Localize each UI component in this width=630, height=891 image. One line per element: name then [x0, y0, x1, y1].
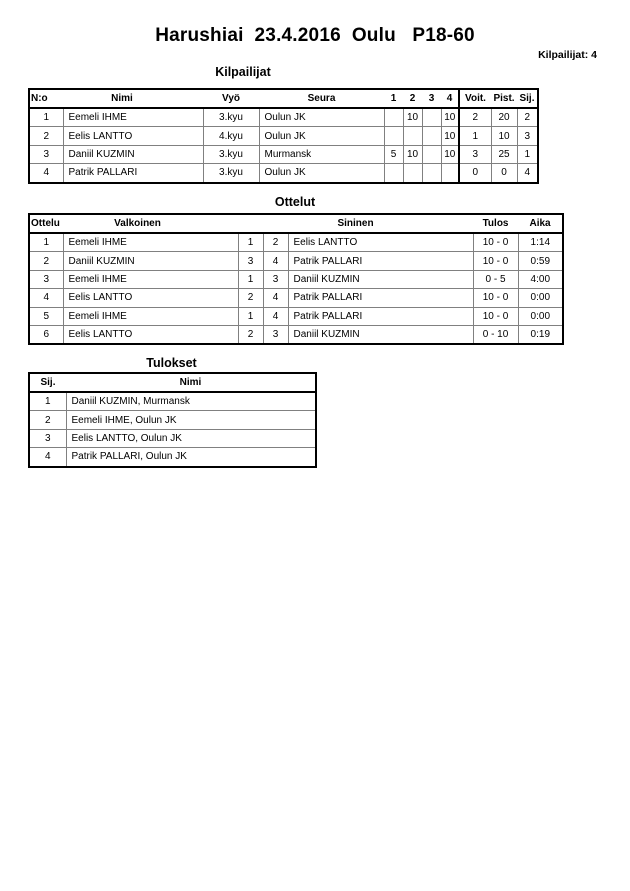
col-header-place: Sij. — [517, 89, 538, 108]
page-title: Harushiai 23.4.2016 Oulu P18-60 — [155, 25, 475, 46]
cell-round-4: 10 — [441, 127, 459, 145]
cell-round-1 — [384, 164, 403, 183]
cell-blue-name: Daniil KUZMIN — [288, 325, 473, 344]
result-row — [29, 429, 316, 447]
cell-wins: 3 — [459, 145, 491, 163]
cell-blue-no: 3 — [263, 270, 288, 288]
cell-club: Oulun JK — [259, 108, 384, 127]
cell-match-no: 2 — [29, 252, 63, 270]
cell-white-name: Eemeli IHME — [63, 233, 238, 252]
cell-round-2 — [403, 164, 422, 183]
cell-wins: 2 — [459, 108, 491, 127]
cell-points: 25 — [491, 145, 517, 163]
cell-blue-no: 2 — [263, 233, 288, 252]
col-header-belt: Vyö — [203, 89, 259, 108]
cell-round-1 — [384, 127, 403, 145]
cell-result: 0 - 5 — [473, 270, 518, 288]
cell-round-3 — [422, 108, 441, 127]
matches-header-row — [29, 214, 563, 233]
competitors-heading: Kilpailijat — [215, 65, 271, 79]
result-row — [29, 448, 316, 467]
cell-result: 0 - 10 — [473, 325, 518, 344]
col-header-match: Ottelu — [29, 214, 63, 233]
col-header-place: Sij. — [29, 373, 66, 392]
cell-round-1 — [384, 108, 403, 127]
cell-match-no: 5 — [29, 307, 63, 325]
cell-white-no: 3 — [238, 252, 263, 270]
cell-result: 10 - 0 — [473, 233, 518, 252]
cell-blue-name: Patrik PALLARI — [288, 289, 473, 307]
col-header-round-4: 4 — [441, 89, 459, 108]
cell-no: 1 — [29, 108, 63, 127]
cell-points: 0 — [491, 164, 517, 183]
cell-round-4: 10 — [441, 108, 459, 127]
cell-blue-no: 4 — [263, 307, 288, 325]
cell-blue-no: 4 — [263, 252, 288, 270]
competitor-row — [29, 127, 538, 145]
cell-name: Patrik PALLARI, Oulun JK — [66, 448, 316, 467]
cell-result: 10 - 0 — [473, 289, 518, 307]
cell-white-name: Eelis LANTTO — [63, 289, 238, 307]
cell-place: 1 — [29, 392, 66, 411]
cell-round-1: 5 — [384, 145, 403, 163]
competitors-table — [28, 88, 539, 184]
match-row — [29, 307, 563, 325]
cell-no: 2 — [29, 127, 63, 145]
result-row — [29, 411, 316, 429]
competitor-row — [29, 108, 538, 127]
cell-white-no: 1 — [238, 307, 263, 325]
col-header-blue: Sininen — [238, 214, 473, 233]
cell-white-name: Eelis LANTTO — [63, 325, 238, 344]
col-header-white-label: Valkoinen — [114, 218, 161, 229]
cell-match-no: 1 — [29, 233, 63, 252]
cell-place: 3 — [29, 429, 66, 447]
results-table — [28, 372, 317, 468]
col-header-club: Seura — [259, 89, 384, 108]
col-header-time: Aika — [518, 214, 563, 233]
cell-time: 0:59 — [518, 252, 563, 270]
cell-name: Eemeli IHME — [63, 108, 203, 127]
col-header-white — [63, 214, 238, 233]
cell-blue-name: Eelis LANTTO — [288, 233, 473, 252]
col-header-round-1: 1 — [384, 89, 403, 108]
cell-round-2: 10 — [403, 108, 422, 127]
col-header-name-label: Nimi — [111, 93, 133, 104]
cell-match-no: 4 — [29, 289, 63, 307]
cell-name: Patrik PALLARI — [63, 164, 203, 183]
col-header-wins: Voit. — [459, 89, 491, 108]
cell-round-3 — [422, 164, 441, 183]
matches-heading: Ottelut — [274, 195, 316, 209]
cell-match-no: 6 — [29, 325, 63, 344]
cell-name: Eemeli IHME, Oulun JK — [66, 411, 316, 429]
cell-round-4: 10 — [441, 145, 459, 163]
cell-round-3 — [422, 145, 441, 163]
competitor-row — [29, 145, 538, 163]
cell-belt: 3.kyu — [203, 108, 259, 127]
col-header-round-3: 3 — [422, 89, 441, 108]
match-row — [29, 233, 563, 252]
cell-time: 4:00 — [518, 270, 563, 288]
cell-white-name: Eemeli IHME — [63, 307, 238, 325]
cell-club: Oulun JK — [259, 164, 384, 183]
match-row — [29, 270, 563, 288]
match-row — [29, 252, 563, 270]
cell-club: Oulun JK — [259, 127, 384, 145]
cell-belt: 4.kyu — [203, 127, 259, 145]
cell-name: Eelis LANTTO — [63, 127, 203, 145]
results-heading: Tulokset — [146, 356, 197, 370]
cell-name: Daniil KUZMIN — [63, 145, 203, 163]
cell-place: 3 — [517, 127, 538, 145]
cell-place: 1 — [517, 145, 538, 163]
col-header-round-2: 2 — [403, 89, 422, 108]
col-header-result: Tulos — [473, 214, 518, 233]
cell-name: Eelis LANTTO, Oulun JK — [66, 429, 316, 447]
cell-wins: 1 — [459, 127, 491, 145]
cell-blue-name: Patrik PALLARI — [288, 307, 473, 325]
cell-wins: 0 — [459, 164, 491, 183]
results-header-row — [29, 373, 316, 392]
cell-belt: 3.kyu — [203, 164, 259, 183]
cell-result: 10 - 0 — [473, 252, 518, 270]
cell-place: 2 — [517, 108, 538, 127]
cell-white-no: 2 — [238, 325, 263, 344]
competitor-row — [29, 164, 538, 183]
cell-no: 4 — [29, 164, 63, 183]
cell-time: 0:00 — [518, 289, 563, 307]
competitor-count-label: Kilpailijat: 4 — [538, 49, 597, 61]
competitors-header-row — [29, 89, 538, 108]
cell-time: 0:19 — [518, 325, 563, 344]
cell-white-name: Eemeli IHME — [63, 270, 238, 288]
cell-club: Murmansk — [259, 145, 384, 163]
cell-points: 10 — [491, 127, 517, 145]
cell-points: 20 — [491, 108, 517, 127]
cell-belt: 3.kyu — [203, 145, 259, 163]
col-header-no: N:o — [29, 89, 63, 108]
cell-blue-no: 4 — [263, 289, 288, 307]
matches-table — [28, 213, 564, 345]
col-header-name — [63, 89, 203, 108]
cell-round-2: 10 — [403, 145, 422, 163]
cell-blue-name: Patrik PALLARI — [288, 252, 473, 270]
cell-white-name: Daniil KUZMIN — [63, 252, 238, 270]
cell-white-no: 1 — [238, 270, 263, 288]
cell-white-no: 1 — [238, 233, 263, 252]
cell-blue-no: 3 — [263, 325, 288, 344]
cell-place: 4 — [517, 164, 538, 183]
match-row — [29, 289, 563, 307]
result-row — [29, 392, 316, 411]
match-row — [29, 325, 563, 344]
cell-result: 10 - 0 — [473, 307, 518, 325]
cell-match-no: 3 — [29, 270, 63, 288]
cell-place: 4 — [29, 448, 66, 467]
cell-time: 1:14 — [518, 233, 563, 252]
cell-place: 2 — [29, 411, 66, 429]
cell-name: Daniil KUZMIN, Murmansk — [66, 392, 316, 411]
cell-time: 0:00 — [518, 307, 563, 325]
cell-blue-name: Daniil KUZMIN — [288, 270, 473, 288]
cell-no: 3 — [29, 145, 63, 163]
cell-white-no: 2 — [238, 289, 263, 307]
cell-round-2 — [403, 127, 422, 145]
col-header-points: Pist. — [491, 89, 517, 108]
cell-round-4 — [441, 164, 459, 183]
col-header-name: Nimi — [66, 373, 316, 392]
cell-round-3 — [422, 127, 441, 145]
